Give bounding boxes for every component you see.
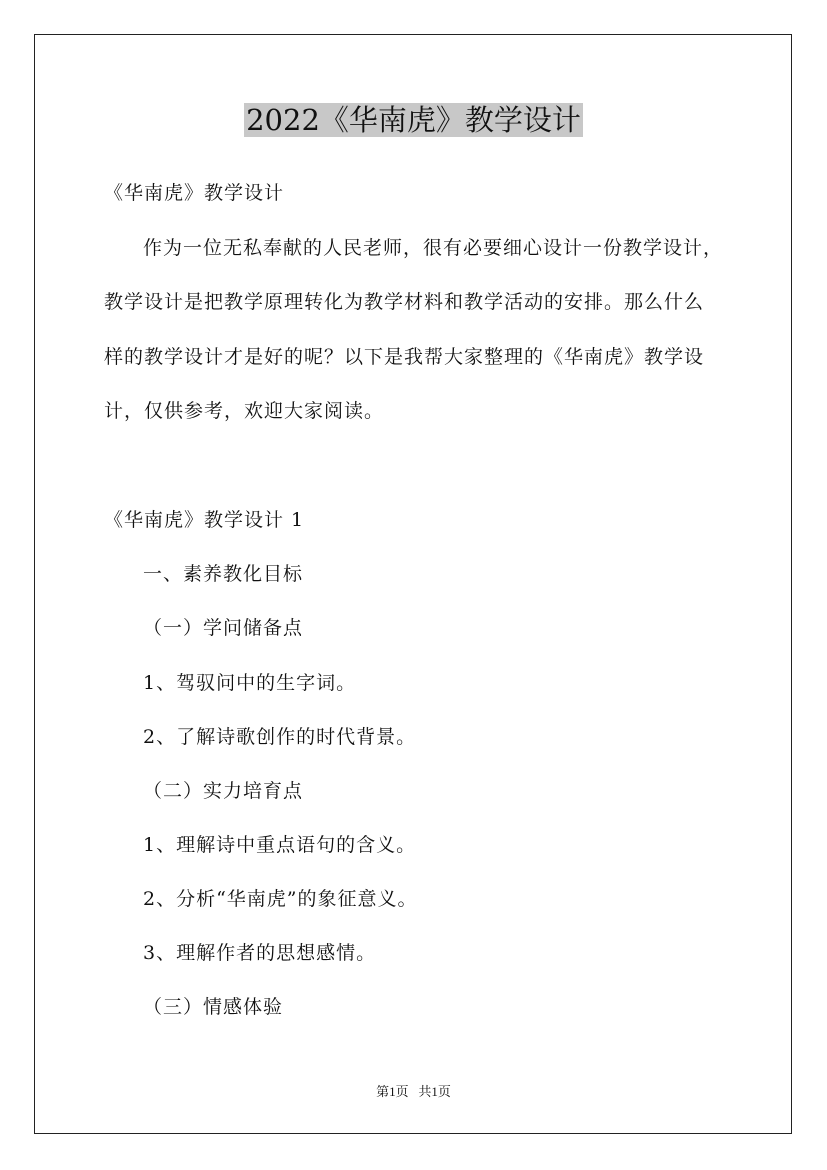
intro-line-3: 样的教学设计才是好的呢？以下是我帮大家整理的《华南虎》教学设 [104,346,705,368]
outline-item: 3、理解作者的思想感情。 [143,942,377,964]
document-title [0,98,827,142]
page-number-label: 第1页 [376,1084,409,1099]
section-heading: 《华南虎》教学设计 1 [104,509,305,531]
outline-item: （二）实力培育点 [143,780,304,802]
outline-item: 2、分析“华南虎”的象征意义。 [143,888,418,910]
outline-item: 1、理解诗中重点语句的含义。 [143,834,417,856]
outline-item: 2、了解诗歌创作的时代背景。 [143,726,417,748]
outline-item: （三）情感体验 [143,996,284,1018]
intro-line-2: 教学设计是把教学原理转化为教学材料和教学活动的安排。那么什么 [104,291,705,313]
outline-item: （一）学问储备点 [143,617,304,639]
intro-line-4: 计，仅供参考，欢迎大家阅读。 [104,400,385,422]
document-subtitle: 《华南虎》教学设计 [104,182,285,204]
outline-item: 1、驾驭问中的生字词。 [143,672,357,694]
outline-item: 一、素养教化目标 [143,563,304,585]
intro-line-1: 作为一位无私奉献的人民老师，很有必要细心设计一份教学设计， [143,237,724,259]
page-total-label: 共1页 [418,1084,451,1099]
document-title-text: 2022《华南虎》教学设计 [246,103,581,137]
page-footer [0,1083,827,1101]
